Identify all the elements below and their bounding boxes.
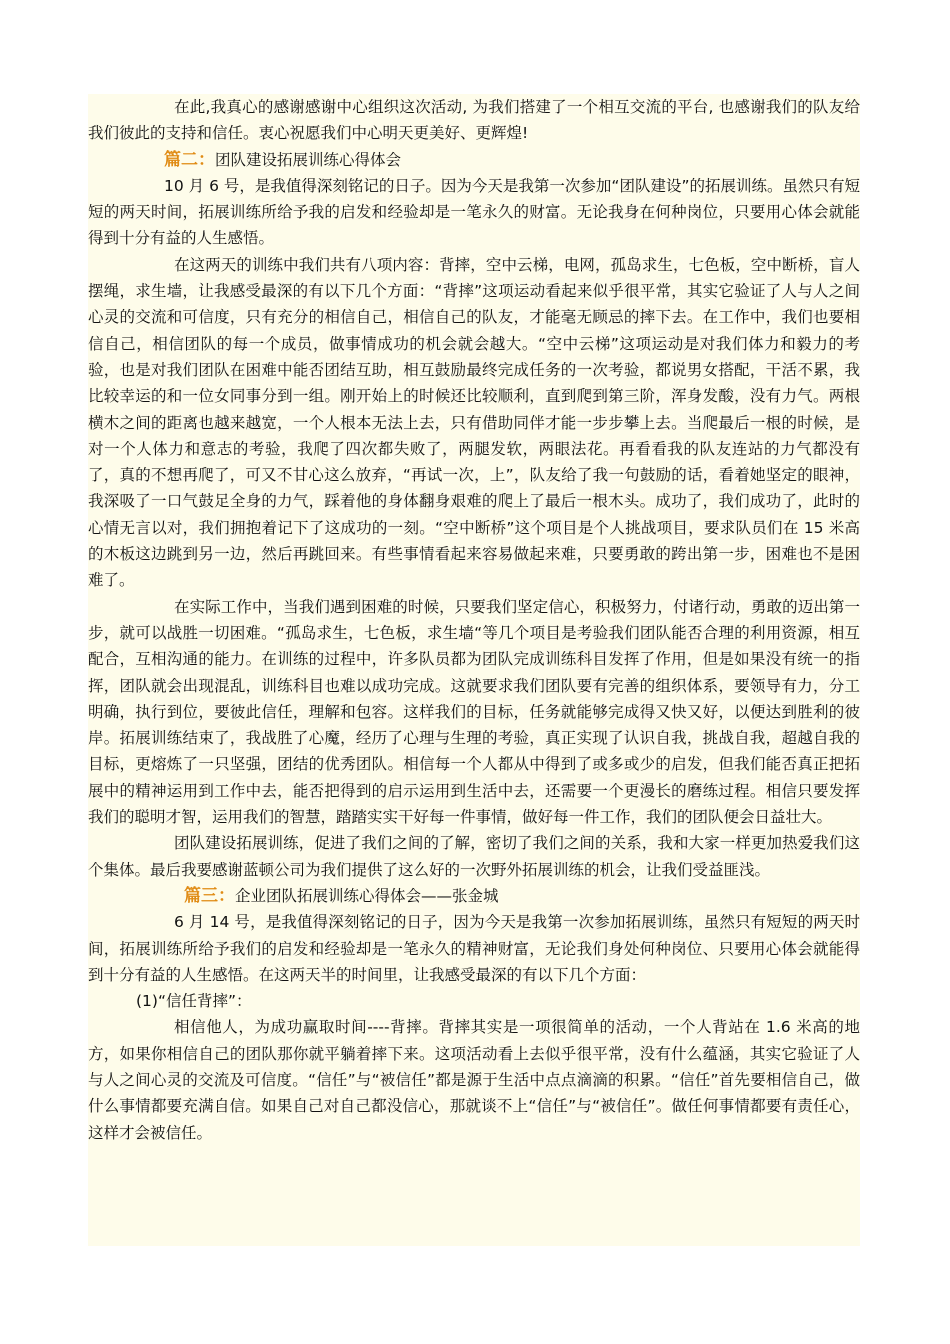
section-3-heading: 篇三：企业团队拓展训练心得体会——张金城 bbox=[184, 885, 499, 906]
section-2-paragraph-4: 团队建设拓展训练，促进了我们之间的了解，密切了我们之间的关系，我和大家一样更加热爱我们这个集体。最后我要感谢蓝顿公司为我们提供了这么好的一次野外拓展训练的机会，让我们受益匪浅。 bbox=[88, 834, 860, 879]
document-body bbox=[88, 94, 860, 1246]
section-2-paragraph-1: 10 月 6 号，是我值得深刻铭记的日子。因为今天是我第一次参加“团队建设”的拓展训练。虽然只有短短的两天时间，拓展训练所给予我的启发和经验却是一笔永久的财富。无论我身在何种岗位，只要用心体会就能得到十分有益的人生感悟。 bbox=[88, 176, 860, 248]
section-2-paragraph-3: 在实际工作中，当我们遇到困难的时候，只要我们坚定信心，积极努力，付诸行动，勇敢的迈出第一步，就可以战胜一切困难。“孤岛求生，七色板，求生墙“等几个项目是考验我们团队能否合理的利用资源，相互配合，互相沟通的能力。在训练的过程中，许多队员都为团队完成训练科目发挥了作用，但是如果没有统一的指挥，团队就会出现混乱，训练科目也难以成功完成。这就要求我们团队要有完善的组织体系，要领导有力，分工明确，执行到位，要彼此信任，理解和包容。这样我们的目标，任务就能够完成得又快又好，以便达到胜利的彼岸。拓展训练结束了，我战胜了心魔，经历了心理与生理的考验，真正实现了认识自我，挑战自我，超越自我的目标，更熔炼了一只坚强，团结的优秀团队。相信每一个人都从中得到了或多或少的启发，但我们能否真正把拓展中的精神运用到工作中去，能否把得到的启示运用到生活中去，还需要一个更漫长的磨练过程。相信只要发挥我们的聪明才智，运用我们的智慧，踏踏实实干好每一件事情，做好每一件工作，我们的团队便会日益壮大。 bbox=[88, 597, 860, 827]
section-2-paragraph-2: 在这两天的训练中我们共有八项内容：背摔，空中云梯，电网，孤岛求生，七色板，空中断桥，盲人摆绳，求生墙，让我感受最深的有以下几个方面：“背摔”这项运动看起来似乎很平常，其实它验证了人与人之间心灵的交流和可信度，只有充分的相信自己，相信自己的队友，才能毫无顾忌的摔下去。在工作中，我们也要相信自己，相信团队的每一个成员，做事情成功的机会就会越大。“空中云梯”这项运动是对我们体力和毅力的考验，也是对我们团队在困难中能否团结互助，相互鼓励最终完成任务的一次考验，都说男女搭配，干活不累，我比较幸运的和一位女同事分到一组。刚开始上的时候还比较顺利，直到爬到第三阶，浑身发酸，没有力气。两根横木之间的距离也越来越宽，一个人根本无法上去，只有借助同伴才能一步步攀上去。当爬最后一根的时候，是对一个人体力和意志的考验，我爬了四次都失败了，两腿发软，两眼法花。再看看我的队友连站的力气都没有了，真的不想再爬了，可又不甘心这么放弃，“再试一次，上”，队友给了我一句鼓励的话，看着她坚定的眼神，我深吸了一口气鼓足全身的力气，踩着他的身体翻身艰难的爬上了最后一根木头。成功了，我们成功了，此时的心情无言以对，我们拥抱着记下了这成功的一刻。“空中断桥”这个项目是个人挑战项目，要求队员们在 15 米高的木板这边跳到另一边，然后再跳回来。有些事情看起来容易做起来难，只要勇敢的跨出第一步，困难也不是困难了。 bbox=[88, 255, 860, 590]
section-3-paragraph-1: 6 月 14 号，是我值得深刻铭记的日子，因为今天是我第一次参加拓展训练，虽然只有短短的两天时间，拓展训练所给予我们的启发和经验却是一笔永久的精神财富，无论我们身处何种岗位、只要用心体会就能得到十分有益的人生感悟。在这两天半的时间里，让我感受最深的有以下几个方面： bbox=[88, 913, 860, 984]
section-3-item-paragraph: 相信他人，为成功赢取时间----背摔。背摔其实是一项很简单的活动，一个人背站在 1.6 米高的地方，如果你相信自己的团队那你就平躺着摔下来。这项活动看上去似乎很平常，没有什么蕴涵，其实它验证了人与人之间心灵的交流及可信度。“信任”与“被信任”都是源于生活中点点滴滴的积累。“信任”首先要相信自己，做什么事情都要充满自信。如果自己对自己都没信心，那就谈不上“信任”与“被信任”。做任何事情都要有责任心，这样才会被信任。 bbox=[88, 1018, 860, 1142]
section-3-label: 篇三 bbox=[184, 885, 218, 906]
intro-paragraph: 在此,我真心的感谢感谢中心组织这次活动, 为我们搭建了一个相互交流的平台, 也感谢我们的队友给我们彼此的支持和信任。衷心祝愿我们中心明天更美好、更辉煌! bbox=[88, 98, 860, 143]
section-2-label: 篇二 bbox=[164, 149, 198, 170]
section-3-item-label: (1)“信任背摔”： bbox=[136, 992, 252, 1011]
section-2-title: 团队建设拓展训练心得体会 bbox=[215, 150, 402, 169]
section-2-heading: 篇二：团队建设拓展训练心得体会 bbox=[164, 149, 402, 170]
section-3-title: 企业团队拓展训练心得体会——张金城 bbox=[235, 886, 499, 905]
